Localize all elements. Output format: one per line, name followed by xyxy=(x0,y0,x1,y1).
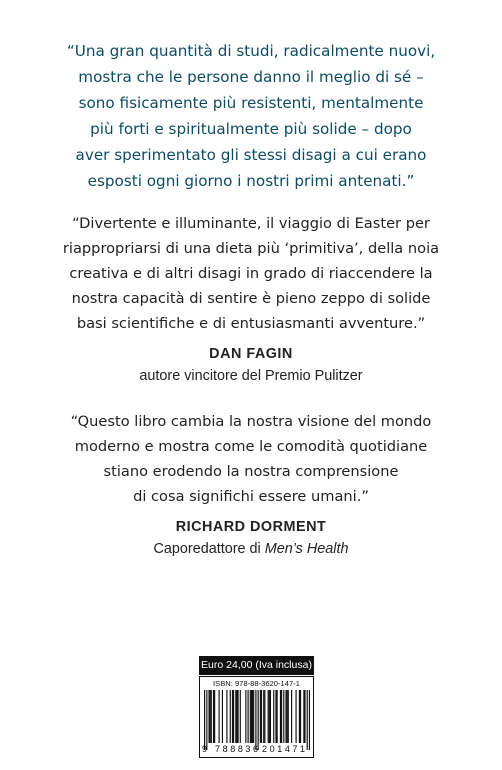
barcode-bar xyxy=(295,690,296,743)
barcode-bar xyxy=(232,690,233,743)
barcode-bar xyxy=(250,690,251,743)
main-quote xyxy=(30,38,472,194)
barcode-bar xyxy=(268,690,269,743)
barcode-bar xyxy=(285,690,286,743)
barcode-bar xyxy=(255,690,256,750)
review-author-1: DAN FAGIN xyxy=(209,346,293,362)
barcode-bar xyxy=(309,690,310,750)
review-author-role-2 xyxy=(30,541,472,557)
barcode-bar xyxy=(206,690,207,750)
barcode-bar xyxy=(275,690,276,743)
review-author-role-1: autore vincitore del Premio Pulitzer xyxy=(139,368,363,384)
barcode-bar xyxy=(283,690,284,743)
ean-right-group: 201471 xyxy=(262,744,308,754)
main-quote-line: “Una gran quantità di studi, radicalmente nuovi, xyxy=(66,42,436,60)
review-line: nostra capacità di sentire è pieno zeppo di solide xyxy=(71,290,431,307)
main-quote-line: più forti e spiritualmente più solide – dopo xyxy=(90,120,412,138)
barcode-bar xyxy=(253,690,254,743)
barcode-bar xyxy=(233,690,234,743)
barcode-bar xyxy=(210,690,211,743)
barcode-bar xyxy=(269,690,270,743)
barcode-bar xyxy=(277,690,278,743)
barcode-bar xyxy=(230,690,231,743)
review-line: “Questo libro cambia la nostra visione del mondo xyxy=(70,413,432,430)
barcode-bar xyxy=(261,690,262,743)
review-line: moderno e mostra come le comodità quotidiane xyxy=(74,438,428,455)
barcode-bar xyxy=(248,690,249,743)
barcode-bar xyxy=(264,690,265,743)
barcode-bar xyxy=(300,690,301,743)
barcode-bar xyxy=(226,690,227,743)
review-line: creativa e di altri disagi in grado di riaccendere la xyxy=(69,265,433,282)
barcode-bar xyxy=(237,690,238,743)
publication-name: Men’s Health xyxy=(264,541,349,557)
barcode-bar xyxy=(258,690,259,750)
barcode-bar xyxy=(219,690,220,743)
barcode-bar xyxy=(299,690,300,743)
role-prefix: Caporedattore di xyxy=(153,541,261,557)
review-line: riappropriarsi di una dieta più ‘primitiva’, della noia xyxy=(62,240,440,257)
barcode-bar xyxy=(280,690,281,743)
main-quote-line: esposti ogni giorno i nostri primi antenati.” xyxy=(87,172,415,190)
review-quote-2 xyxy=(30,409,472,509)
barcode-bar xyxy=(208,690,209,743)
barcode-bar xyxy=(245,690,246,743)
barcode-bar xyxy=(235,690,236,743)
review-quote-1 xyxy=(30,211,472,336)
barcode-bar xyxy=(287,690,288,743)
price-label: Euro 24,00 (Iva inclusa) xyxy=(199,656,314,675)
review-line: stiano erodendo la nostra comprensione xyxy=(103,463,399,480)
ean-first-digit: 9 xyxy=(202,744,208,754)
barcode-bar xyxy=(304,690,305,743)
barcode-bar xyxy=(303,690,304,743)
barcode-bar xyxy=(263,690,264,743)
barcode-bar xyxy=(291,690,292,743)
barcode-bar xyxy=(288,690,289,743)
barcode-bar xyxy=(211,690,212,743)
barcode-panel xyxy=(199,676,314,758)
barcode-bar xyxy=(273,690,274,743)
review-line: di cosa significhi essere umani.” xyxy=(133,488,369,505)
barcode-bar xyxy=(252,690,253,743)
review-line: “Divertente e illuminante, il viaggio di Easter per xyxy=(72,215,430,232)
barcode-block xyxy=(199,656,314,758)
barcode-bar xyxy=(251,690,252,743)
barcode-bar xyxy=(204,690,205,750)
isbn-text: ISBN: 978-88-3620-147-1 xyxy=(213,679,300,688)
review-line: basi scientifiche e di entusiasmanti avventure.” xyxy=(76,315,426,332)
main-quote-line: mostra che le persone danno il meglio di sé – xyxy=(78,68,424,86)
barcode-bar xyxy=(222,690,223,743)
main-quote-line: sono fisicamente più resistenti, mentalmente xyxy=(78,94,424,112)
barcode-bar xyxy=(281,690,282,743)
barcode-bar xyxy=(307,690,308,750)
review-author-2: RICHARD DORMENT xyxy=(175,519,327,535)
main-quote-line: aver sperimentato gli stessi disagi a cui erano xyxy=(75,146,427,164)
barcode-bar xyxy=(213,690,214,743)
barcode-bar xyxy=(270,690,271,743)
ean-left-group: 788836 xyxy=(215,744,261,754)
barcode-bar xyxy=(236,690,237,743)
barcode-bar xyxy=(214,690,215,743)
barcode-bar xyxy=(260,690,261,743)
barcode-bars xyxy=(204,690,310,750)
barcode-bar xyxy=(240,690,241,743)
